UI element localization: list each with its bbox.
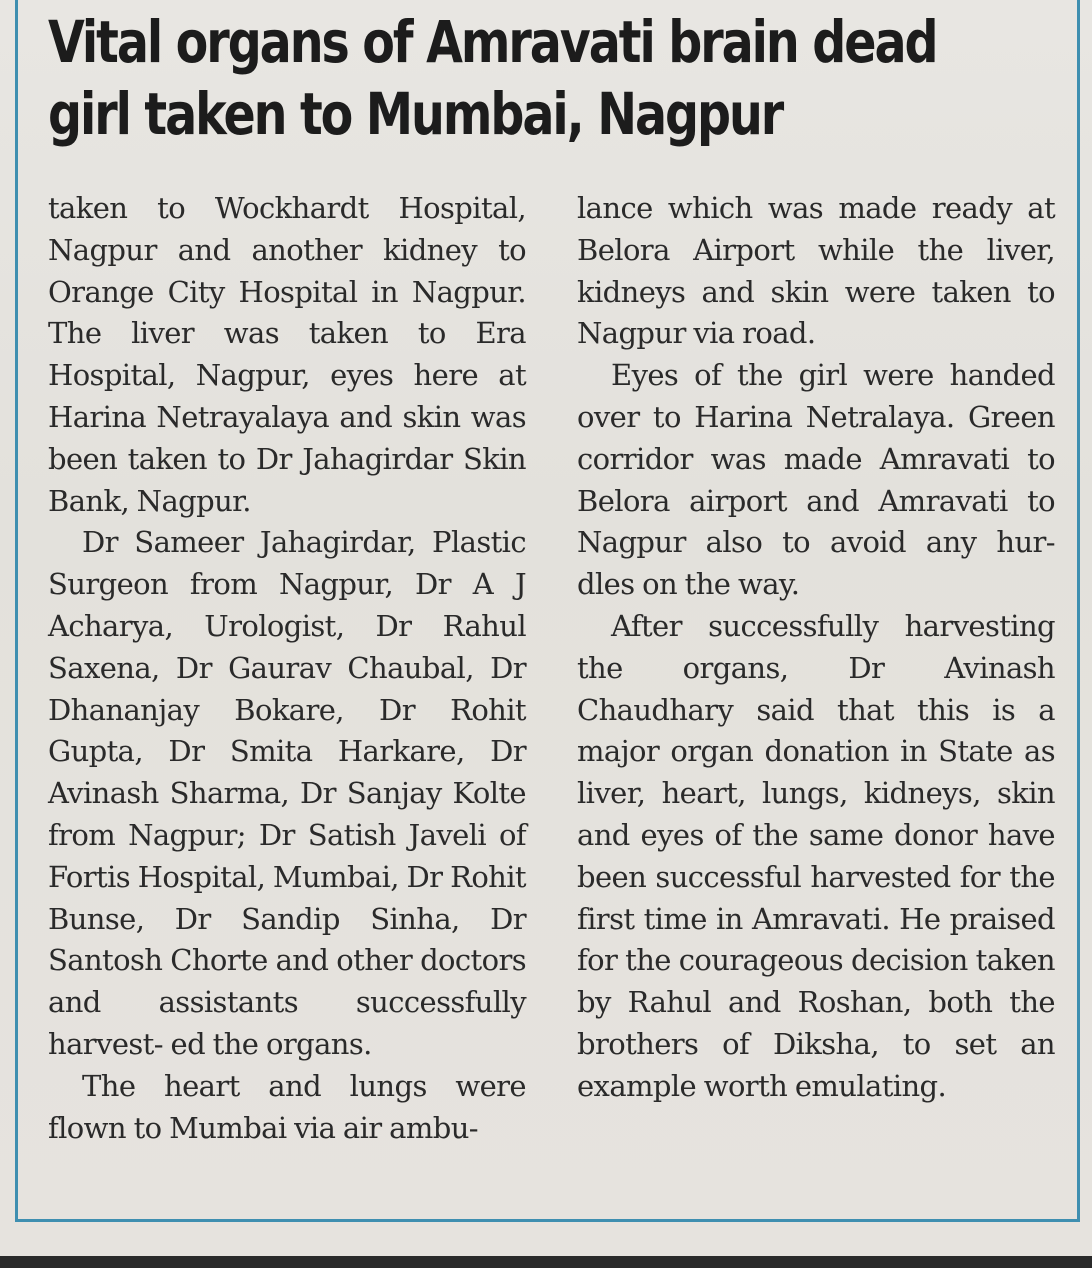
page-bottom-edge xyxy=(0,1256,1092,1268)
right-paragraph-3: After successfully harvesting the organs, Dr Avinash Chaudhary said that this is a major organ donation in State as liver, heart, lungs, kidneys, skin and eyes of the same donor have been successful harvested for the first time in Amravati. He praised for the courageous decision taken by Rahul and Roshan, both the brothers of Diksha, to set an example worth emulating. xyxy=(577,608,1055,1103)
right-paragraph-1: lance which was made ready at Belora Airport while the liver, kidneys and skin were taken to Nagpur via road. xyxy=(577,191,1055,351)
article-headline xyxy=(48,6,937,150)
left-paragraph-2: Dr Sameer Jahagirdar, Plastic Surgeon from Nagpur, Dr A J Acharya, Urologist, Dr Rahul Saxena, Dr Gaurav Chaubal, Dr Dhananjay Bokare, Dr Rohit Gupta, Dr Smita Harkare, Dr Avinash Sharma, Dr Sanjay Kolte from Nagpur; Dr Satish Javeli of Fortis Hospital, Mumbai, Dr Rohit Bunse, Dr Sandip Sinha, Dr Santosh Chorte and other doctors and assistants successfully harvest- ed the organs. xyxy=(48,525,526,1061)
left-paragraph-3: The heart and lungs were flown to Mumbai via air ambu- xyxy=(48,1068,526,1145)
left-paragraph-1: taken to Wockhardt Hospital, Nagpur and another kidney to Orange City Hospital in Nagpur. The liver was taken to Era Hospital, Nagpur, eyes here at Harina Netrayalaya and skin was been taken to Dr Jahagirdar Skin Bank, Nagpur. xyxy=(48,191,526,518)
right-paragraph-2: Eyes of the girl were handed over to Harina Netralaya. Green corridor was made Amravati to Belora airport and Amravati to Nagpur also to avoid any hur- dles on the way. xyxy=(577,358,1055,602)
article-column-right xyxy=(577,188,1055,1108)
article-column-left xyxy=(48,188,526,1149)
headline-line-2: girl taken to Mumbai, Nagpur xyxy=(48,80,783,148)
headline-line-1: Vital organs of Amravati brain dead xyxy=(48,8,937,76)
